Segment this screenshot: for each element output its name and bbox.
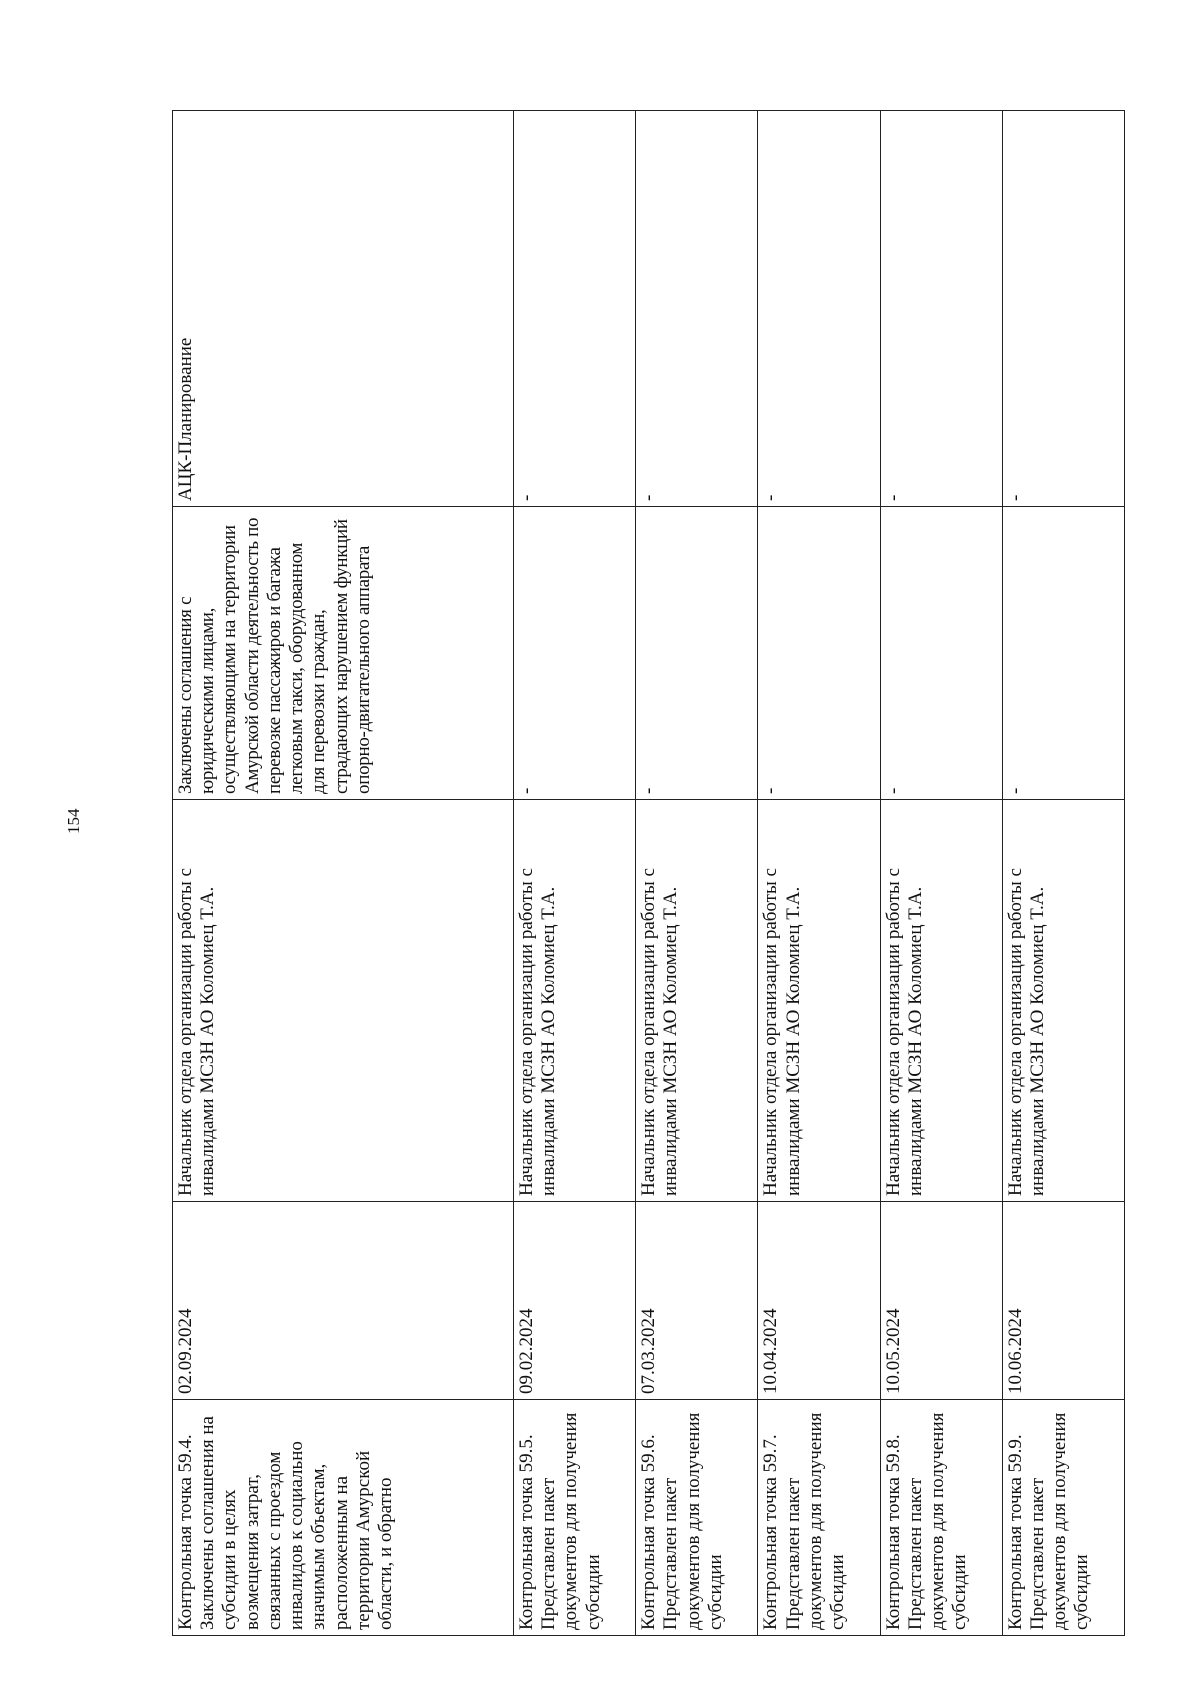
control-point-cell: Контрольная точка 59.9. Представлен пакет документов для получения субсидии (1002, 1400, 1124, 1636)
control-points-table (172, 110, 1125, 1636)
responsible-cell: Начальник отдела организации работы с инвалидами МСЗН АО Коломиец Т.А. (1002, 800, 1124, 1202)
rotated-table-area (172, 111, 1125, 1636)
control-point-cell: Контрольная точка 59.6. Представлен пакет документов для получения субсидии (636, 1400, 758, 1636)
page-number: 154 (64, 808, 83, 834)
control-point-cell: Контрольная точка 59.8. Представлен пакет документов для получения субсидии (880, 1400, 1002, 1636)
table-row (880, 111, 1002, 1636)
table-row (513, 111, 635, 1636)
system-cell: - (758, 111, 880, 507)
date-cell: 09.02.2024 (513, 1202, 635, 1400)
date-cell: 02.09.2024 (173, 1202, 514, 1400)
system-cell: - (1002, 111, 1124, 507)
result-cell: - (1002, 507, 1124, 800)
date-cell: 10.04.2024 (758, 1202, 880, 1400)
responsible-cell: Начальник отдела организации работы с инвалидами МСЗН АО Коломиец Т.А. (880, 800, 1002, 1202)
table-row (758, 111, 880, 1636)
responsible-cell: Начальник отдела организации работы с инвалидами МСЗН АО Коломиец Т.А. (758, 800, 880, 1202)
system-cell: - (880, 111, 1002, 507)
system-cell: - (636, 111, 758, 507)
control-point-cell: Контрольная точка 59.5. Представлен пакет документов для получения субсидии (513, 1400, 635, 1636)
result-cell: - (880, 507, 1002, 800)
control-point-cell: Контрольная точка 59.4. Заключены соглашения на субсидии в целях возмещения затрат, связанных с проездом инвалидов к социально значимым объектам, расположенным на территории Амурской области, и обратно (173, 1400, 514, 1636)
result-cell: Заключены соглашения с юридическими лицами, осуществляющими на территории Амурской области деятельность по перевозке пассажиров и багажа легковым такси, оборудованном для перевозки граждан, страдающих нарушением функций опорно-двигательного аппарата (173, 507, 514, 800)
date-cell: 10.05.2024 (880, 1202, 1002, 1400)
system-cell: - (513, 111, 635, 507)
date-cell: 10.06.2024 (1002, 1202, 1124, 1400)
responsible-cell: Начальник отдела организации работы с инвалидами МСЗН АО Коломиец Т.А. (636, 800, 758, 1202)
date-cell: 07.03.2024 (636, 1202, 758, 1400)
result-cell: - (636, 507, 758, 800)
control-point-cell: Контрольная точка 59.7. Представлен пакет документов для получения субсидии (758, 1400, 880, 1636)
table-row (1002, 111, 1124, 1636)
table-row (636, 111, 758, 1636)
system-cell: АЦК-Планирование (173, 111, 514, 507)
responsible-cell: Начальник отдела организации работы с инвалидами МСЗН АО Коломиец Т.А. (173, 800, 514, 1202)
responsible-cell: Начальник отдела организации работы с инвалидами МСЗН АО Коломиец Т.А. (513, 800, 635, 1202)
result-cell: - (513, 507, 635, 800)
result-cell: - (758, 507, 880, 800)
table-row (173, 111, 514, 1636)
